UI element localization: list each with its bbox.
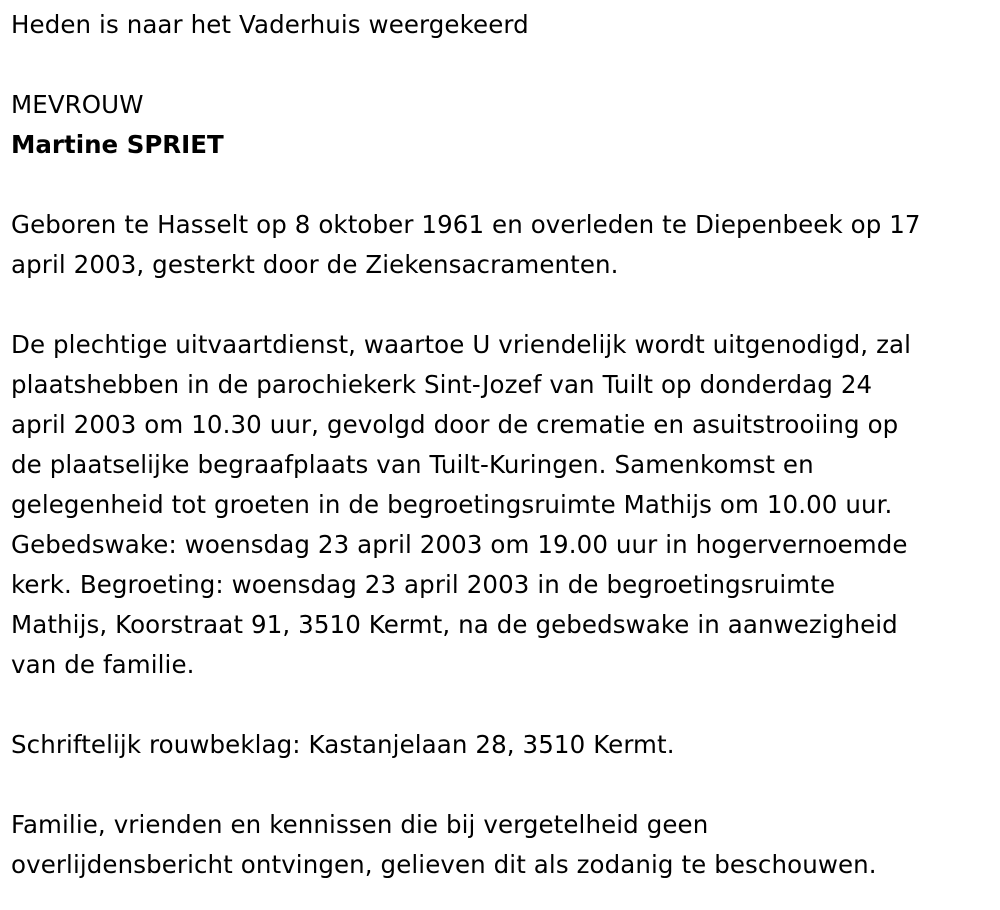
spacer — [11, 765, 991, 805]
paragraph-line: overlijdensbericht ontvingen, gelieven dit als zodanig te beschouwen. — [11, 850, 877, 879]
closing-paragraph — [11, 805, 991, 885]
condolence-address: Schriftelijk rouwbeklag: Kastanjelaan 28, 3510 Kermt. — [11, 730, 675, 759]
paragraph-line: Geboren te Hasselt op 8 oktober 1961 en overleden te Diepenbeek op 17 — [11, 210, 921, 239]
paragraph-line: april 2003, gesterkt door de Ziekensacramenten. — [11, 250, 619, 279]
paragraph-line: gelegenheid tot groeten in de begroetingsruimte Mathijs om 10.00 uur. — [11, 490, 893, 519]
paragraph-line: plaatshebben in de parochiekerk Sint-Jozef van Tuilt op donderdag 24 — [11, 370, 873, 399]
paragraph-line: Familie, vrienden en kennissen die bij vergetelheid geen — [11, 810, 709, 839]
paragraph-line: de plaatselijke begraafplaats van Tuilt-Kuringen. Samenkomst en — [11, 450, 814, 479]
spacer — [11, 685, 991, 725]
spacer — [11, 45, 991, 85]
paragraph-line: Mathijs, Koorstraat 91, 3510 Kermt, na de gebedswake in aanwezigheid — [11, 610, 898, 639]
spacer — [11, 285, 991, 325]
paragraph-line: De plechtige uitvaartdienst, waartoe U vriendelijk wordt uitgenodigd, zal — [11, 330, 912, 359]
birth-paragraph — [11, 205, 991, 285]
paragraph-line: april 2003 om 10.30 uur, gevolgd door de crematie en asuitstrooiing op — [11, 410, 899, 439]
paragraph-line: van de familie. — [11, 650, 195, 679]
paragraph-line: Gebedswake: woensdag 23 april 2003 om 19.00 uur in hogervernoemde — [11, 530, 908, 559]
intro-text: Heden is naar het Vaderhuis weergekeerd — [11, 10, 529, 39]
spacer — [11, 165, 991, 205]
death-notice — [11, 5, 991, 885]
deceased-name: Martine SPRIET — [11, 130, 224, 159]
paragraph-line: kerk. Begroeting: woensdag 23 april 2003 in de begroetingsruimte — [11, 570, 836, 599]
salutation: MEVROUW — [11, 90, 144, 119]
service-paragraph — [11, 325, 991, 685]
